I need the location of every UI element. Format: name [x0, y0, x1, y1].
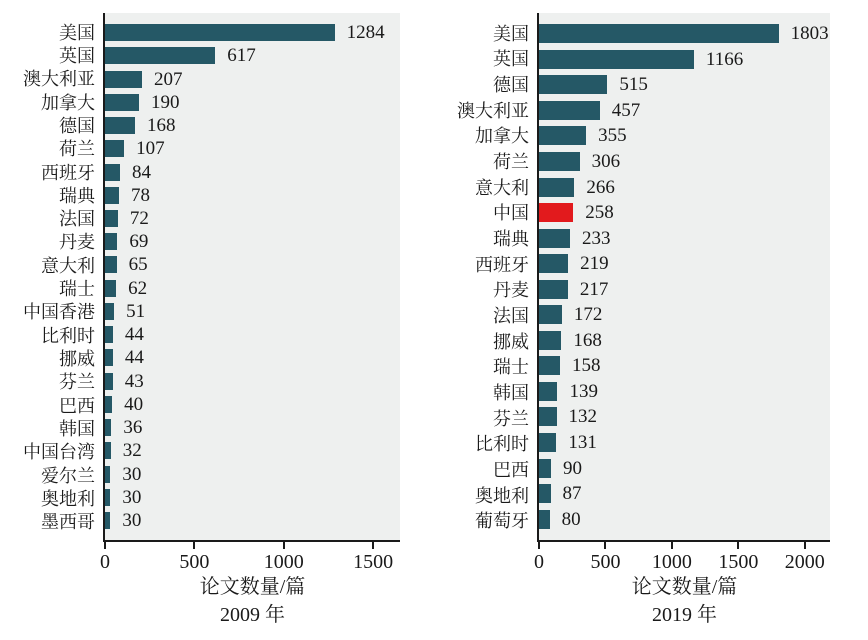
value-label: 515: [619, 74, 648, 96]
bar-row: [105, 486, 400, 509]
bar: [105, 187, 119, 204]
bar-row: [539, 174, 830, 200]
x-tick: [534, 542, 544, 572]
bar: [539, 229, 570, 248]
bar-row: [539, 225, 830, 251]
x-tick-mark: [538, 542, 540, 549]
bar: [539, 101, 600, 120]
x-tick-label: 1500: [718, 551, 759, 573]
category-label: 澳大利亚: [457, 100, 529, 121]
x-tick: [353, 542, 393, 572]
category-label: 巴西: [59, 395, 95, 416]
value-label: 190: [150, 91, 180, 113]
value-label: 40: [124, 393, 144, 415]
x-tick-mark: [604, 542, 606, 549]
bar: [105, 373, 113, 390]
plot-area: [103, 13, 400, 542]
bar: [539, 331, 561, 350]
category-label: 瑞典: [493, 229, 529, 250]
bar: [539, 254, 568, 273]
bar-row: [539, 481, 830, 507]
bar: [105, 326, 113, 343]
value-label: 233: [581, 227, 611, 249]
bar: [539, 459, 551, 478]
bar-row: [105, 91, 400, 114]
bar: [539, 484, 551, 503]
value-label: 69: [129, 231, 149, 253]
category-label: 瑞士: [59, 279, 95, 300]
bar: [539, 510, 550, 529]
bar-row: [539, 200, 830, 226]
x-tick: [264, 542, 304, 572]
chart-year-title: 2019 年: [652, 604, 717, 626]
category-label: 意大利: [41, 255, 95, 276]
bar-row: [105, 346, 400, 369]
bar: [539, 126, 586, 145]
value-label: 457: [611, 99, 641, 121]
bar-row: [539, 430, 830, 456]
value-label: 168: [147, 115, 176, 137]
category-label: 中国台湾: [23, 442, 95, 463]
x-axis-title: 论文数量/篇: [199, 576, 306, 598]
x-tick-label: 1000: [651, 551, 692, 573]
bar-row: [105, 416, 400, 439]
value-label: 51: [126, 300, 146, 322]
category-label: 芬兰: [493, 408, 529, 429]
bar: [539, 433, 556, 452]
category-label: 中国香港: [23, 302, 95, 323]
x-tick-mark: [372, 542, 374, 549]
value-label: 90: [562, 457, 582, 479]
category-label: 意大利: [475, 177, 529, 198]
category-label: 法国: [493, 306, 529, 327]
value-label: 84: [132, 161, 152, 183]
category-label: 丹麦: [59, 232, 95, 253]
bar: [105, 256, 117, 273]
value-label: 219: [580, 253, 609, 275]
bar-row: [539, 506, 830, 532]
bar: [105, 47, 215, 64]
bar-row: [105, 393, 400, 416]
category-label: 墨西哥: [41, 512, 95, 533]
bar-row: [539, 72, 830, 98]
bar-row: [539, 149, 830, 175]
bar-row: [539, 251, 830, 277]
x-tick-label: 1000: [263, 551, 304, 573]
value-label: 30: [122, 486, 142, 508]
category-label: 瑞士: [493, 357, 529, 378]
x-tick: [100, 542, 110, 572]
bar: [105, 419, 111, 436]
bar-row: [539, 123, 830, 149]
bar-row: [539, 328, 830, 354]
category-label: 韩国: [59, 418, 95, 439]
bar-row: [539, 353, 830, 379]
category-label: 比利时: [41, 325, 95, 346]
category-label: 德国: [59, 115, 95, 136]
x-tick-label: 0: [100, 551, 110, 573]
bar: [539, 50, 694, 69]
bar: [539, 24, 779, 43]
bar: [105, 466, 110, 483]
bar-row: [105, 462, 400, 485]
category-label: 比利时: [475, 434, 529, 455]
y-category-labels: [0, 13, 95, 542]
category-label: 韩国: [493, 383, 529, 404]
x-tick-mark: [193, 542, 195, 549]
x-tick-mark: [804, 542, 806, 549]
value-label: 131: [568, 432, 597, 454]
plot-area: [537, 13, 830, 542]
bar: [105, 140, 124, 157]
value-label: 139: [569, 380, 598, 402]
bar-row: [105, 230, 400, 253]
category-label: 英国: [59, 45, 95, 66]
value-label: 1284: [346, 22, 385, 44]
x-axis-title: 论文数量/篇: [631, 576, 738, 598]
x-tick-label: 0: [534, 551, 544, 573]
bar: [105, 442, 111, 459]
category-label: 荷兰: [59, 139, 95, 160]
bar-row: [105, 277, 400, 300]
value-label: 65: [128, 254, 148, 276]
value-label: 87: [562, 483, 582, 505]
category-label: 奥地利: [475, 485, 529, 506]
category-label: 法国: [59, 209, 95, 230]
x-tick-mark: [283, 542, 285, 549]
bar-row: [539, 404, 830, 430]
bar-row: [105, 184, 400, 207]
value-label: 30: [122, 463, 142, 485]
x-tick: [718, 542, 758, 572]
category-label: 加拿大: [475, 126, 529, 147]
x-tick-label: 2000: [784, 551, 825, 573]
value-label: 30: [122, 510, 142, 532]
category-label: 澳大利亚: [23, 69, 95, 90]
bar: [539, 356, 560, 375]
bar-row: [105, 21, 400, 44]
bar: [105, 489, 110, 506]
bar: [105, 94, 139, 111]
value-label: 78: [130, 184, 150, 206]
x-tick: [785, 542, 825, 572]
value-label: 306: [591, 151, 621, 172]
bar-row: [105, 370, 400, 393]
value-label: 132: [568, 406, 598, 428]
x-tick: [179, 542, 209, 572]
bar-row: [539, 98, 830, 124]
category-label: 英国: [493, 49, 529, 70]
bar-highlight-china: [539, 203, 573, 222]
bar-row: [105, 114, 400, 137]
category-label: 葡萄牙: [475, 511, 529, 532]
category-label: 美国: [59, 22, 95, 43]
bar: [105, 512, 110, 529]
x-tick-label: 500: [179, 551, 210, 573]
x-tick-mark: [671, 542, 673, 549]
bar: [105, 396, 112, 413]
bar: [539, 382, 557, 401]
category-label: 西班牙: [41, 162, 95, 183]
x-tick-mark: [737, 542, 739, 549]
x-tick-label: 500: [590, 551, 621, 573]
value-label: 258: [585, 202, 614, 224]
bar-row: [539, 379, 830, 405]
bar-row: [105, 323, 400, 346]
x-tick-label: 1500: [353, 551, 394, 573]
value-label: 80: [561, 508, 581, 530]
bar-row: [539, 21, 830, 47]
bar: [105, 24, 335, 41]
bar-row: [105, 67, 400, 90]
bar: [105, 210, 118, 227]
value-label: 1803: [790, 23, 829, 45]
bar-row: [105, 509, 400, 532]
value-label: 44: [124, 324, 144, 346]
x-tick: [590, 542, 620, 572]
value-label: 62: [128, 277, 148, 299]
bar-row: [105, 137, 400, 160]
category-label: 荷兰: [493, 152, 529, 173]
bar: [105, 71, 142, 88]
value-label: 44: [124, 347, 144, 369]
bar-row: [539, 47, 830, 73]
bar-row: [105, 253, 400, 276]
bar-row: [105, 439, 400, 462]
bar: [105, 303, 114, 320]
bar: [539, 305, 562, 324]
value-label: 168: [573, 329, 602, 351]
chart-2019: [434, 0, 868, 640]
category-label: 挪威: [493, 331, 529, 352]
value-label: 172: [573, 304, 603, 326]
value-label: 107: [136, 138, 165, 160]
category-label: 德国: [493, 75, 529, 96]
value-label: 617: [227, 45, 256, 67]
value-label: 207: [154, 68, 183, 90]
category-label: 加拿大: [41, 92, 95, 113]
x-tick-mark: [104, 542, 106, 549]
value-label: 36: [123, 417, 143, 439]
category-label: 中国: [493, 203, 529, 224]
value-label: 32: [122, 440, 142, 462]
bar-row: [539, 455, 830, 481]
bar-row: [539, 276, 830, 302]
value-label: 72: [129, 207, 149, 229]
value-label: 355: [598, 125, 627, 147]
value-label: 266: [586, 176, 615, 198]
category-label: 芬兰: [59, 372, 95, 393]
value-label: 158: [571, 355, 601, 377]
value-label: 43: [124, 370, 144, 392]
bar: [539, 75, 607, 94]
bar: [539, 280, 568, 299]
bar: [105, 117, 135, 134]
bar-row: [105, 207, 400, 230]
category-label: 奥地利: [41, 488, 95, 509]
bar-row: [539, 302, 830, 328]
bar: [105, 164, 120, 181]
category-label: 爱尔兰: [41, 465, 95, 486]
bar: [539, 152, 580, 171]
bar-row: [105, 44, 400, 67]
chart-year-title: 2009 年: [220, 604, 285, 626]
x-tick: [652, 542, 692, 572]
value-label: 1166: [705, 48, 744, 70]
category-label: 丹麦: [493, 280, 529, 301]
bar-row: [105, 160, 400, 183]
category-label: 瑞典: [59, 185, 95, 206]
category-label: 美国: [493, 23, 529, 44]
value-label: 217: [579, 278, 609, 300]
bar-row: [105, 300, 400, 323]
category-label: 西班牙: [475, 254, 529, 275]
bar: [105, 280, 116, 297]
bar: [105, 349, 113, 366]
bar: [105, 233, 117, 250]
y-category-labels: [434, 13, 529, 542]
bar: [539, 407, 557, 426]
category-label: 挪威: [59, 349, 95, 370]
category-label: 巴西: [493, 459, 529, 480]
bar: [539, 178, 574, 197]
